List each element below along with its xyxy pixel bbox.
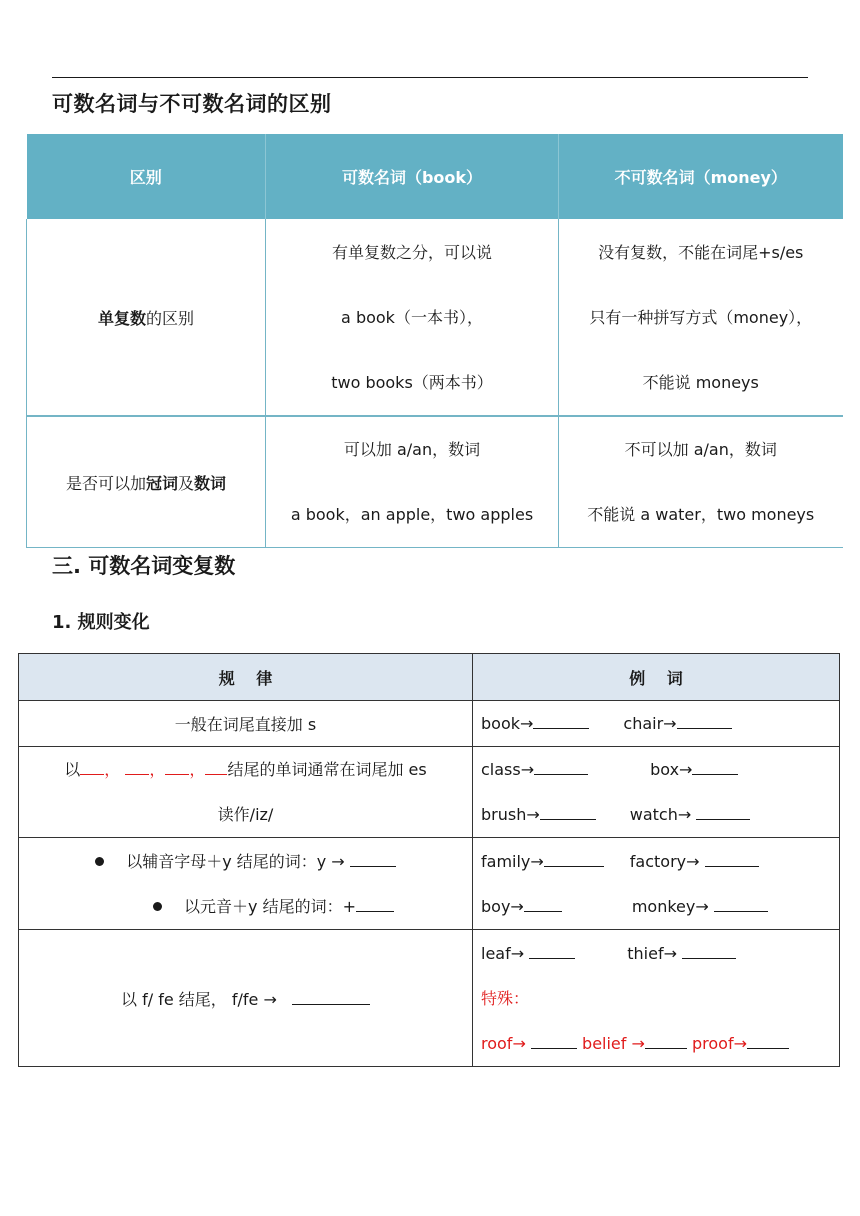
subsection-heading: 1. 规则变化 [52, 612, 150, 633]
blank-line[interactable] [692, 760, 738, 775]
rule-text: 以元音＋y 结尾的词：+ [184, 896, 356, 916]
rule-text: 以辅音字母＋y 结尾的词：y → [126, 851, 345, 871]
separator: ， [149, 760, 166, 779]
countable-cell [266, 219, 559, 416]
cell-line: 不可以加 a/an，数词 [624, 440, 777, 459]
blank-line[interactable] [524, 897, 562, 912]
separator: ， [189, 760, 206, 779]
example-line [481, 931, 839, 976]
blank-line[interactable] [714, 897, 768, 912]
plural-rules-table [18, 653, 840, 1067]
table-row [19, 930, 840, 1067]
separator: ， [104, 760, 121, 779]
example-cell [473, 930, 840, 1067]
rule-line [19, 884, 472, 929]
blank-line[interactable] [533, 714, 589, 729]
label-bold: 单复数 [97, 308, 146, 328]
table-row [27, 219, 843, 416]
header-uncountable: 不可数名词（money） [559, 134, 843, 219]
countable-cell [266, 416, 559, 548]
blank-line[interactable] [531, 1034, 577, 1049]
example-word: brush→ [481, 805, 540, 824]
example-cell [473, 838, 840, 930]
header-example: 例 词 [473, 654, 840, 701]
blank-line[interactable] [356, 897, 394, 912]
rule-text: 以 f/ fe 结尾， f/fe → [121, 989, 277, 1009]
blank-line[interactable] [544, 852, 604, 867]
uncountable-cell [559, 219, 843, 416]
label-rest: 的区别 [146, 308, 195, 328]
example-cell [473, 747, 840, 838]
rule-cell [19, 747, 473, 838]
blank-line[interactable] [350, 852, 396, 867]
section-heading: 可数名词与不可数名词的区别 [52, 92, 332, 116]
blank-line[interactable] [540, 805, 596, 820]
example-word: belief → [582, 1033, 645, 1053]
example-word: class→ [481, 760, 535, 779]
example-line [481, 1021, 839, 1066]
example-line [481, 792, 839, 837]
label-bold: 冠词 [145, 473, 178, 493]
example-word: chair→ [623, 714, 677, 733]
special-label: 特殊： [481, 988, 530, 1008]
section-heading: 三. 可数名词变复数 [52, 554, 236, 578]
table-header-row [27, 134, 843, 219]
blank-line[interactable] [529, 944, 575, 959]
blank-line[interactable] [696, 805, 750, 820]
blank-line[interactable] [165, 760, 189, 775]
cell-line: 可以加 a/an，数词 [343, 440, 481, 459]
header-countable: 可数名词（book） [266, 134, 559, 219]
table-row [19, 747, 840, 838]
rule-cell [19, 838, 473, 930]
example-word: proof→ [691, 1033, 747, 1053]
cell-line: 只有一种拼写方式（money）， [589, 307, 813, 327]
example-line [481, 884, 839, 929]
header-rule: 规 律 [19, 654, 473, 701]
example-word: watch→ [629, 805, 692, 824]
table-row [19, 701, 840, 747]
rule-line [19, 747, 472, 792]
example-word: family→ [481, 851, 544, 871]
row-label [27, 219, 266, 416]
example-word: factory→ [629, 851, 700, 871]
cell-line: 不能说 a water，two moneys [587, 505, 815, 524]
rule-cell: 一般在词尾直接加 s [19, 701, 473, 747]
example-word: thief→ [627, 943, 677, 963]
table-row [19, 838, 840, 930]
rule-line [19, 839, 472, 884]
label-text: 是否可以加 [65, 473, 146, 493]
bullet-icon [95, 857, 104, 866]
cell-line: two books（两本书） [331, 372, 493, 392]
cell-line: a book，an apple，two apples [290, 505, 534, 524]
example-word: book→ [481, 714, 534, 733]
example-line [481, 839, 839, 884]
countable-vs-uncountable-table [26, 134, 843, 548]
blank-line[interactable] [705, 852, 759, 867]
rule-line: 读作/iz/ [217, 805, 274, 824]
example-line [481, 747, 839, 792]
row-label [27, 416, 266, 548]
table-header-row [19, 654, 840, 701]
blank-line[interactable] [534, 760, 588, 775]
label-bold: 数词 [194, 473, 227, 493]
example-word: boy→ [481, 896, 524, 916]
blank-line[interactable] [682, 944, 736, 959]
blank-line[interactable] [125, 760, 149, 775]
cell-line: 不能说 moneys [642, 372, 759, 392]
blank-line[interactable] [645, 1034, 687, 1049]
rule-cell [19, 930, 473, 1067]
blank-line[interactable] [292, 990, 370, 1005]
cell-line: 有单复数之分，可以说 [331, 242, 492, 262]
top-rule [52, 77, 808, 78]
blank-line[interactable] [80, 760, 104, 775]
example-word: roof→ [481, 1033, 526, 1053]
blank-line[interactable] [205, 760, 227, 775]
rule-text: 结尾的单词通常在词尾加 es [227, 760, 427, 779]
cell-line: a book（一本书）， [341, 307, 483, 327]
example-cell [473, 701, 840, 747]
header-difference: 区别 [27, 134, 266, 219]
cell-line: 没有复数，不能在词尾+s/es [598, 242, 804, 262]
example-word: box→ [650, 760, 693, 779]
blank-line[interactable] [747, 1034, 789, 1049]
uncountable-cell [559, 416, 843, 548]
table-row [27, 416, 843, 548]
example-word: leaf→ [481, 943, 525, 963]
blank-line[interactable] [677, 714, 732, 729]
rule-text: 以 [64, 760, 81, 779]
example-word: monkey→ [631, 896, 709, 916]
bullet-icon [153, 902, 162, 911]
label-text: 及 [178, 473, 195, 493]
